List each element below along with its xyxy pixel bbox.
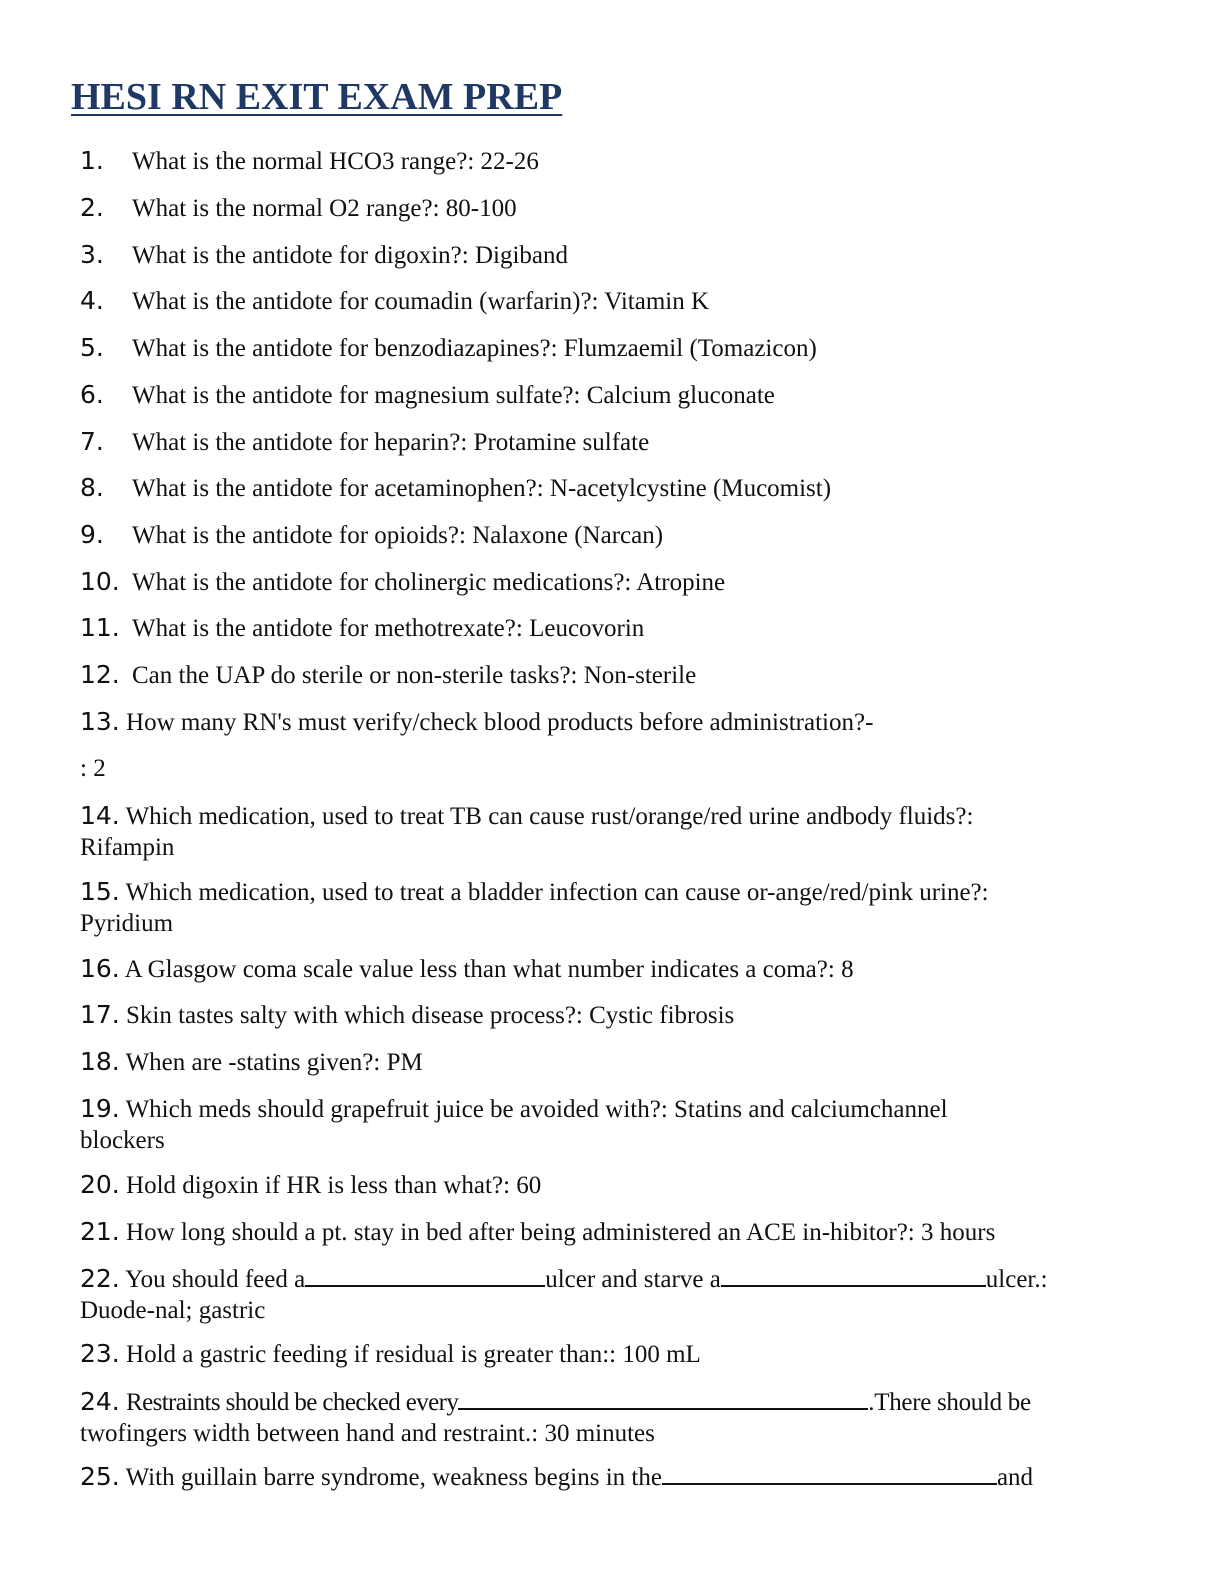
question-text: Which medication, used to treat TB can cause rust/orange/red urine andbody fluids?:: [125, 803, 974, 830]
question-number: 24.: [80, 1387, 120, 1416]
question-text: How many RN's must verify/check blood products before administration?-: [126, 709, 874, 736]
question-item: [80, 566, 1140, 598]
question-text: .There should be: [868, 1389, 1031, 1416]
question-text: Can the UAP do sterile or non-sterile tasks?: Non-sterile: [132, 662, 697, 689]
question-number: 13.: [80, 707, 120, 736]
question-text: What is the antidote for heparin?: Protamine sulfate: [132, 429, 650, 456]
question-item: [80, 999, 1140, 1031]
question-text: Hold a gastric feeding if residual is greater than:: 100 mL: [126, 1341, 701, 1368]
question-number: 25.: [80, 1462, 120, 1491]
question-text: What is the antidote for digoxin?: Digiband: [132, 242, 569, 269]
question-item: [80, 1093, 1140, 1156]
question-continuation: Pyridium: [80, 910, 174, 937]
question-item: [80, 192, 1140, 224]
question-item: [80, 1338, 1140, 1370]
question-number: 1.: [80, 146, 104, 175]
question-continuation: : 2: [80, 755, 106, 782]
question-item: [80, 239, 1140, 271]
question-item: [80, 1461, 1140, 1493]
question-text: What is the antidote for opioids?: Nalaxone (Narcan): [132, 522, 664, 549]
question-number: 6.: [80, 380, 104, 409]
question-text: What is the normal O2 range?: 80-100: [132, 195, 517, 222]
question-item: [80, 800, 1140, 863]
question-text: Restraints should be checked every: [126, 1389, 459, 1416]
question-text: What is the antidote for cholinergic medications?: Atropine: [132, 569, 726, 596]
question-number: 7.: [80, 427, 104, 456]
question-text: What is the antidote for acetaminophen?: N-acetylcystine (Mucomist): [132, 475, 832, 502]
question-text: What is the antidote for methotrexate?: Leucovorin: [132, 615, 645, 642]
question-text: What is the antidote for magnesium sulfate?: Calcium gluconate: [132, 382, 775, 409]
question-item: [80, 426, 1140, 458]
question-text: Which meds should grapefruit juice be avoided with?: Statins and calciumchannel: [125, 1096, 948, 1123]
question-number: 9.: [80, 520, 104, 549]
question-item: [80, 1263, 1140, 1326]
question-item: [80, 659, 1140, 691]
question-continuation: blockers: [80, 1127, 165, 1154]
question-text: You should feed a: [125, 1266, 306, 1293]
question-item: [80, 379, 1140, 411]
question-number: 10.: [80, 567, 120, 596]
question-continuation: twofingers width between hand and restraint.: 30 minutes: [80, 1420, 655, 1447]
question-item: [80, 612, 1140, 644]
question-continuation: Duode-nal; gastric: [80, 1297, 266, 1324]
question-number: 19.: [80, 1094, 120, 1123]
question-text: With guillain barre syndrome, weakness begins in the: [125, 1464, 662, 1491]
question-text: Which medication, used to treat a bladder infection can cause or-ange/red/pink urine?:: [125, 879, 989, 906]
question-text: ulcer and starve a: [545, 1266, 721, 1293]
answer-blank: [305, 1263, 545, 1287]
question-number: 5.: [80, 333, 104, 362]
question-text: What is the normal HCO3 range?: 22-26: [132, 148, 539, 175]
answer-blank: [458, 1386, 868, 1410]
question-text: Hold digoxin if HR is less than what?: 60: [126, 1172, 542, 1199]
question-number: 2.: [80, 193, 104, 222]
question-item: [80, 332, 1140, 364]
question-item: [80, 1216, 1140, 1248]
question-number: 23.: [80, 1339, 120, 1368]
question-number: 14.: [80, 801, 120, 830]
question-text: and: [996, 1464, 1034, 1491]
question-item: [80, 472, 1140, 504]
question-item: [80, 953, 1140, 985]
question-item: [80, 706, 1140, 738]
question-number: 3.: [80, 240, 104, 269]
question-number: 18.: [80, 1047, 120, 1076]
question-text: What is the antidote for benzodiazapines?: Flumzaemil (Tomazicon): [132, 335, 817, 362]
question-number: 20.: [80, 1170, 120, 1199]
answer-blank: [662, 1461, 997, 1485]
question-text: How long should a pt. stay in bed after being administered an ACE in-hibitor?: 3 hours: [126, 1219, 996, 1246]
question-continuation: Rifampin: [80, 834, 175, 861]
question-item: [80, 1386, 1140, 1449]
question-item: [80, 519, 1140, 551]
question-item: [80, 285, 1140, 317]
question-number: 8.: [80, 473, 104, 502]
question-number: 16.: [80, 954, 120, 983]
question-item: [80, 1169, 1140, 1201]
question-number: 11.: [80, 613, 120, 642]
question-number: 4.: [80, 286, 104, 315]
question-number: 22.: [80, 1264, 120, 1293]
page-title: HESI RN EXIT EXAM PREP: [71, 76, 563, 118]
question-item: [80, 145, 1140, 177]
question-number: 12.: [80, 660, 120, 689]
question-text: A Glasgow coma scale value less than what number indicates a coma?: 8: [124, 956, 854, 983]
question-text: What is the antidote for coumadin (warfarin)?: Vitamin K: [132, 288, 710, 315]
answer-blank: [721, 1263, 986, 1287]
question-text: ulcer.:: [985, 1266, 1048, 1293]
question-number: 21.: [80, 1217, 120, 1246]
question-number: 17.: [80, 1000, 120, 1029]
question-number: 15.: [80, 877, 120, 906]
question-item: [80, 1046, 1140, 1078]
question-item: [80, 876, 1140, 939]
question-text: Skin tastes salty with which disease process?: Cystic fibrosis: [126, 1002, 735, 1029]
question-text: When are -statins given?: PM: [125, 1049, 423, 1076]
